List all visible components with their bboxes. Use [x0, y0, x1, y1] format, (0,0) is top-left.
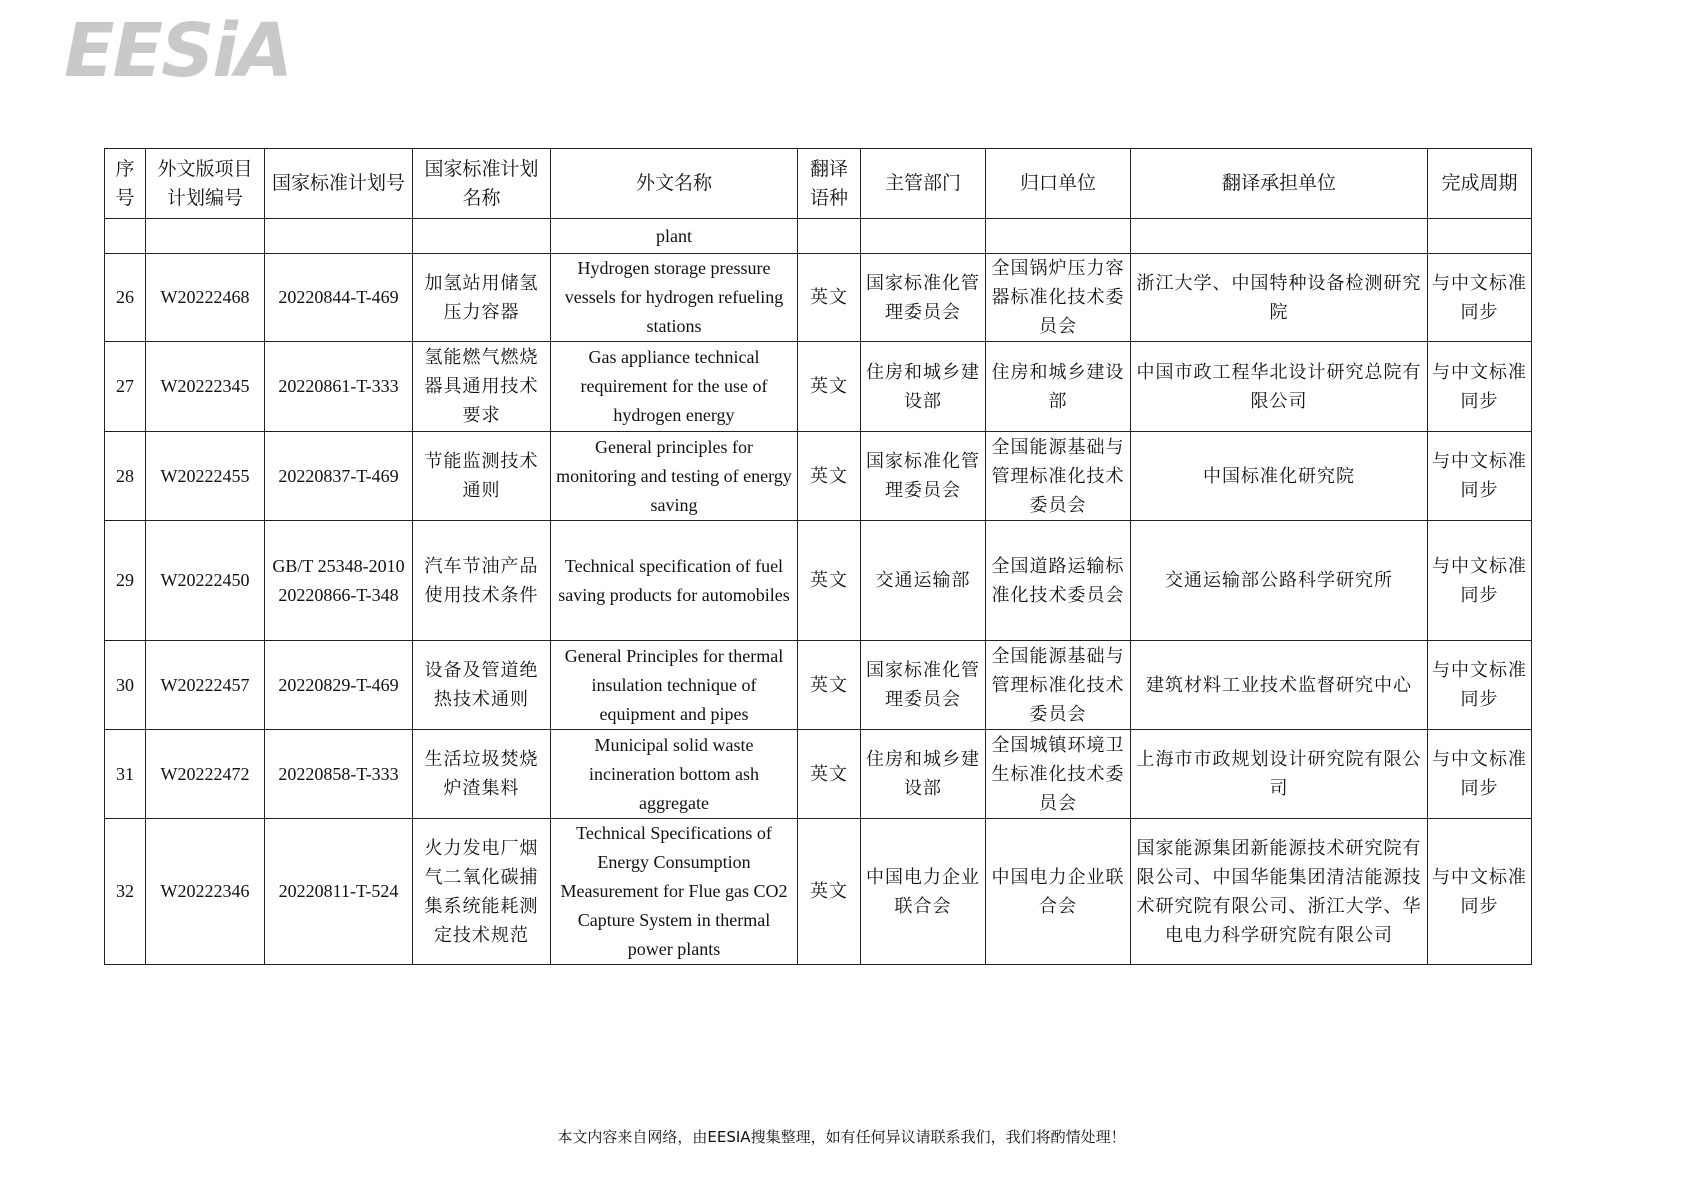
cell-cn-name: 生活垃圾焚烧炉渣集料	[413, 730, 551, 819]
cell-plan-no: 20220829-T-469	[265, 641, 413, 730]
column-header: 外文名称	[551, 149, 798, 219]
cell-plan-no: GB/T 25348-2010 20220866-T-348	[265, 521, 413, 641]
cell-period: 与中文标准同步	[1428, 432, 1532, 521]
cell-en-name: Technical Specifications of Energy Consumption Measurement for Flue gas CO2 Capture System in thermal power plants	[551, 819, 798, 965]
cell-code: W20222345	[146, 342, 265, 432]
column-header: 主管部门	[861, 149, 986, 219]
cell-cn-name: 加氢站用储氢压力容器	[413, 254, 551, 342]
cell-department: 住房和城乡建设部	[861, 730, 986, 819]
cell-code: W20222468	[146, 254, 265, 342]
cell-code: W20222455	[146, 432, 265, 521]
cell-code: W20222346	[146, 819, 265, 965]
cell-period: 与中文标准同步	[1428, 819, 1532, 965]
cell-department: 国家标准化管理委员会	[861, 254, 986, 342]
cell-no: 30	[105, 641, 146, 730]
cell-language: 英文	[798, 521, 861, 641]
cell-en-name: Technical specification of fuel saving products for automobiles	[551, 521, 798, 641]
table-row	[105, 521, 1532, 641]
table-row	[105, 819, 1532, 965]
cell-en-name: Municipal solid waste incineration bottom ash aggregate	[551, 730, 798, 819]
cell-language: 英文	[798, 254, 861, 342]
column-header: 翻译承担单位	[1131, 149, 1428, 219]
cell-unit: 全国道路运输标准化技术委员会	[986, 521, 1131, 641]
cell-no: 26	[105, 254, 146, 342]
cell-cn-name: 火力发电厂烟气二氧化碳捕集系统能耗测定技术规范	[413, 819, 551, 965]
cell-en-name: Hydrogen storage pressure vessels for hydrogen refueling stations	[551, 254, 798, 342]
cell-translator: 中国标准化研究院	[1131, 432, 1428, 521]
cell-translator: 国家能源集团新能源技术研究院有限公司、中国华能集团清洁能源技术研究院有限公司、浙江大学、华电电力科学研究院有限公司	[1131, 819, 1428, 965]
cell-language: 英文	[798, 819, 861, 965]
cell-plan-no: 20220861-T-333	[265, 342, 413, 432]
cell-period: 与中文标准同步	[1428, 521, 1532, 641]
cell-translator: 浙江大学、中国特种设备检测研究院	[1131, 254, 1428, 342]
cell-unit: 全国城镇环境卫生标准化技术委员会	[986, 730, 1131, 819]
cell-plan-no: 20220844-T-469	[265, 254, 413, 342]
cell-code: W20222450	[146, 521, 265, 641]
column-header: 国家标准计划号	[265, 149, 413, 219]
table-row	[105, 254, 1532, 342]
cell-translator: 上海市市政规划设计研究院有限公司	[1131, 730, 1428, 819]
cell-cn-name: 设备及管道绝热技术通则	[413, 641, 551, 730]
column-header: 外文版项目计划编号	[146, 149, 265, 219]
cell-no: 32	[105, 819, 146, 965]
continuation-text: plant	[551, 219, 798, 254]
cell-unit: 住房和城乡建设部	[986, 342, 1131, 432]
cell-translator: 建筑材料工业技术监督研究中心	[1131, 641, 1428, 730]
table-header-row	[105, 149, 1532, 219]
cell-no: 28	[105, 432, 146, 521]
column-header: 翻译语种	[798, 149, 861, 219]
cell-unit: 全国锅炉压力容器标准化技术委员会	[986, 254, 1131, 342]
cell-cn-name: 汽车节油产品使用技术条件	[413, 521, 551, 641]
cell-translator: 交通运输部公路科学研究所	[1131, 521, 1428, 641]
table-row	[105, 342, 1532, 432]
cell-department: 中国电力企业联合会	[861, 819, 986, 965]
cell-department: 国家标准化管理委员会	[861, 641, 986, 730]
cell-unit: 全国能源基础与管理标准化技术委员会	[986, 432, 1131, 521]
cell-period: 与中文标准同步	[1428, 641, 1532, 730]
eesia-logo: EESiA	[64, 8, 292, 94]
cell-no: 27	[105, 342, 146, 432]
column-header: 序号	[105, 149, 146, 219]
cell-language: 英文	[798, 641, 861, 730]
cell-no: 29	[105, 521, 146, 641]
cell-plan-no: 20220837-T-469	[265, 432, 413, 521]
cell-en-name: General principles for monitoring and testing of energy saving	[551, 432, 798, 521]
cell-translator: 中国市政工程华北设计研究总院有限公司	[1131, 342, 1428, 432]
column-header: 国家标准计划名称	[413, 149, 551, 219]
cell-language: 英文	[798, 730, 861, 819]
cell-code: W20222472	[146, 730, 265, 819]
cell-period: 与中文标准同步	[1428, 254, 1532, 342]
cell-unit: 中国电力企业联合会	[986, 819, 1131, 965]
table-row	[105, 432, 1532, 521]
footer-disclaimer: 本文内容来自网络，由EESIA搜集整理，如有任何异议请联系我们，我们将酌情处理！	[557, 1128, 1126, 1146]
column-header: 完成周期	[1428, 149, 1532, 219]
cell-department: 国家标准化管理委员会	[861, 432, 986, 521]
cell-department: 交通运输部	[861, 521, 986, 641]
cell-en-name: Gas appliance technical requirement for the use of hydrogen energy	[551, 342, 798, 432]
cell-language: 英文	[798, 432, 861, 521]
continuation-row	[105, 219, 1532, 254]
cell-plan-no: 20220858-T-333	[265, 730, 413, 819]
table-row	[105, 641, 1532, 730]
cell-en-name: General Principles for thermal insulation technique of equipment and pipes	[551, 641, 798, 730]
cell-unit: 全国能源基础与管理标准化技术委员会	[986, 641, 1131, 730]
cell-period: 与中文标准同步	[1428, 730, 1532, 819]
cell-code: W20222457	[146, 641, 265, 730]
cell-department: 住房和城乡建设部	[861, 342, 986, 432]
cell-no: 31	[105, 730, 146, 819]
cell-cn-name: 节能监测技术通则	[413, 432, 551, 521]
table-row	[105, 730, 1532, 819]
cell-period: 与中文标准同步	[1428, 342, 1532, 432]
cell-cn-name: 氢能燃气燃烧器具通用技术要求	[413, 342, 551, 432]
cell-language: 英文	[798, 342, 861, 432]
cell-plan-no: 20220811-T-524	[265, 819, 413, 965]
standards-table	[104, 148, 1532, 965]
column-header: 归口单位	[986, 149, 1131, 219]
